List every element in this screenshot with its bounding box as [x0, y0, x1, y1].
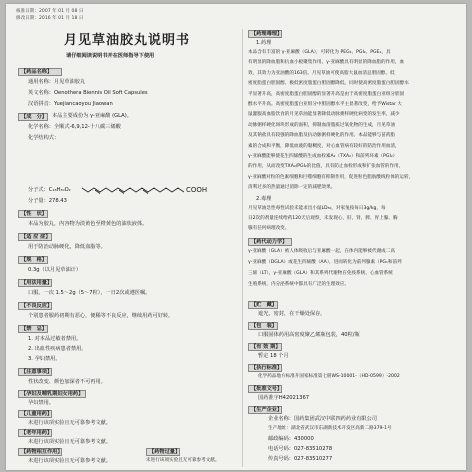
paragraph-line: 本品含有丰富的 γ-亚麻酸（GLA），可转化为 PEG₁、PGI₂、PGE₁，具 [248, 50, 391, 55]
package-text: 口服固体药用高密度聚乙烯瓶包装，40粒/瓶 [258, 332, 360, 338]
section-header-character: 【性 状】 [18, 210, 48, 218]
molecular-weight: 分子量：278.43 [28, 198, 67, 204]
pinyin-name: 汉语拼音：Yuejiancaoyou Jiaowan [28, 101, 113, 107]
chemical-structure [80, 166, 210, 200]
company-address: 生产地址：湖北省武汉市东湖新技术开发区高新二路379-1号 [268, 426, 392, 431]
company-name: 企业名称：国药集团武汉中联四药药业有限公司 [268, 416, 377, 422]
section-header-manufacturer: 【生产企业】 [248, 406, 282, 414]
section-header-pharmacokinetics: 【药代动力学】 [248, 238, 292, 246]
molecular-formula: 分子式：C₁₈H₃₀O₂ [28, 187, 71, 193]
section-header-interactions: 【药物相互作用】 [18, 448, 62, 456]
paragraph-line: 月见草油急性毒性试验未能求出小鼠LD₅₀，对家兔按每日3g/kg，每 [248, 206, 386, 211]
validity-text: 暂定 18 个月 [258, 353, 289, 359]
section-header-elderly: 【老年用药】 [18, 429, 52, 437]
contra-item: 3. 孕妇禁用。 [28, 356, 61, 362]
overdose-text: 未进行该项实验且无可靠参考文献。 [146, 458, 220, 463]
section-header-dosage: 【用法用量】 [18, 279, 52, 287]
character-text: 本品为胶丸，内容物为淡黄色至橙黄色的油状液体。 [28, 221, 148, 227]
generic-name: 通用名称：月见草油胶丸 [28, 79, 86, 85]
paragraph-line: 素的合成和平衡，降低血液的黏稠度，对心血管病有较好的防治作用血清， [248, 143, 400, 149]
document-title: 月见草油胶丸说明书 [64, 33, 191, 48]
specification-text: 0.3g（以月见草油计） [28, 267, 82, 273]
section-header-drug-name: 【药品名称】 [18, 68, 62, 76]
section-header-pregnancy: 【孕妇及哺乳期妇女用药】 [18, 390, 86, 398]
phone-number: 电话号码：027-83510278 [268, 446, 333, 452]
section-header-validity: 【有 效 期】 [248, 343, 282, 351]
adverse-text: 个别患者服药初期有恶心，便稀等不良反应，继续用药可好转。 [28, 313, 174, 319]
section-header-specification: 【规 格】 [18, 256, 48, 264]
paragraph-line: 生殖系统，内分泌系统中都具有广泛的生理效应。 [248, 282, 350, 287]
paragraph-line: 密度脂蛋白胆固醇、极低密度脂蛋白胆固醇降低，同时使高密度脂蛋白胆固醇水 [248, 81, 409, 87]
indications-text: 用于防治动脉硬化，降低血脂等。 [28, 244, 106, 250]
paragraph-line: γ-亚麻酸能够使花生四烯酸的生成血栓素A₂（TXA₂）和前列环素（PGI₂） [248, 154, 398, 159]
section-header-indications: 【适 应 症】 [18, 233, 52, 241]
section-header-overdose: 【药物过量】 [146, 448, 180, 456]
paragraph-line: 醇水平升高。高密度脂蛋白亚组分中胆固醇水平主显著改变，给予Wistar 大 [248, 102, 402, 107]
cooh-label: COOH [186, 186, 208, 194]
approval-date: 核准日期：2007 年 01 月 08 日 [16, 9, 84, 14]
revision-date: 修改日期：2016 年 01 月 18 日 [16, 16, 84, 21]
ingredients-text: 本品主要成份为 γ-亚麻酸 (GLA)。 [52, 113, 132, 119]
paragraph-line: 效，其效力为亚油酸的163倍。月见草油可使高脂大鼠血清总胆固醇、低 [248, 70, 395, 76]
paragraph-line: γ-亚麻酸（DGLA）或花生四烯酸（AA），进而转化为前列腺素（PG₁和前列 [248, 260, 402, 265]
paragraph-line: γ-亚麻酸（GLA）被人体吸收后与亚麻酸一起，在体内能够被代谢成二高 [248, 249, 395, 254]
elderly-text: 未进行该项实验且无可靠参考文献。 [28, 439, 112, 445]
usage-notice: 请仔细阅读说明书并在医师指导下使用 [66, 53, 155, 59]
structure-label: 化学结构式： [28, 135, 60, 141]
paragraph-line: 日2次的剂量连续给药120天后观察，未发现心、肝、肾、脾、胃上腺、胸 [248, 216, 398, 221]
section-header-approval: 【批准文号】 [248, 385, 282, 393]
paragraph-line: 清利过多的热量通过消除一定的减肥效果。 [248, 185, 336, 191]
paragraph-line: 三烯（LT），γ-亚麻酸（GLA）和其系列代谢物在免疫系统、心血管系统 [248, 271, 393, 276]
paragraph-line: 的作用，从而改变TXA₂/PGI₂的比值，具有防止血栓形成和扩张血管的作用。 [248, 164, 404, 170]
paragraph-line: γ-亚麻酸对粒的色素细胞和巨噬细胞有抑制作用，促进粒色脂肪酸线粒体的运转， [248, 174, 414, 180]
section-header-precautions: 【注意事项】 [18, 368, 52, 376]
precautions-text: 性状改变、颜色加深者不可再用。 [28, 379, 106, 385]
paragraph-line: 腺有任何病理改变。 [248, 226, 290, 231]
paragraph-line: 及其钠盐具有较强的降血脂及抗动脉粥样硬化的作用。本品能够与苗药脂 [248, 133, 396, 139]
interactions-text: 未进行该项实验且无可靠参考文献。 [28, 458, 112, 464]
column-divider [242, 29, 243, 467]
paragraph-line: 平显著升高，高密度脂蛋白胆固醇的显著升高是由于高密度脂蛋白亚组分胆固 [248, 91, 405, 97]
section-header-pediatric: 【儿童用药】 [18, 410, 52, 418]
toxicology-subheading: 2.毒理 [256, 196, 272, 202]
chemical-name: 化学名称：全顺式-6,9,12-十八碳三烯酸 [28, 124, 121, 130]
contra-item: 1. 对本品过敏者禁用。 [28, 336, 82, 342]
contra-item: 2. 出血性疾病患者禁用。 [28, 346, 87, 352]
pharmacology-subheading: 1.药理 [256, 40, 272, 46]
section-header-standard: 【执行标准】 [248, 364, 282, 372]
section-header-package: 【包 装】 [248, 322, 278, 330]
section-header-pharmacology-toxicology: 【药理毒理】 [248, 30, 282, 38]
paragraph-line: 鼠灌服高血脂饮食的月见草油能显著降低动脉粥样硬化病变的发生率，减少 [248, 112, 400, 118]
dosage-text: 口服。一次 1.5～2g（5～7粒），一日2次或遵医嘱。 [28, 290, 151, 296]
paragraph-line: 动脉粥样硬化斑块形成的面积，抑制血清脂质过氧化物的生成，月见草油 [248, 122, 396, 128]
section-header-adverse: 【不良反应】 [18, 302, 52, 310]
package-insert-sheet [6, 4, 466, 470]
section-header-ingredients: 【成 分】 [18, 113, 48, 121]
pediatric-text: 未进行该项实验且无可靠参考文献。 [28, 420, 112, 426]
section-header-storage: 【贮 藏】 [248, 301, 278, 309]
pregnancy-text: 孕妇禁用。 [28, 400, 54, 406]
section-header-contraindications: 【禁 忌】 [18, 325, 48, 333]
standard-text: 化学药品地方标准升国家标准第七册WS-10001-（HD-0599）-2002 [258, 374, 400, 379]
english-name: 英文名称：Oenothera Biennis Oil Soft Capsules [28, 90, 148, 96]
postal-code: 邮政编码：430000 [268, 436, 314, 442]
storage-text: 遮光，密封，在干燥处保存。 [258, 311, 326, 317]
fax-number: 传真号码：027-83510277 [268, 456, 333, 462]
approval-number: 国药准字H42021367 [258, 395, 310, 401]
paragraph-line: 有明显的降血脂和抗血小板聚集作用。γ-亚麻酸具有明显的降血脂的作用，血 [248, 60, 404, 66]
